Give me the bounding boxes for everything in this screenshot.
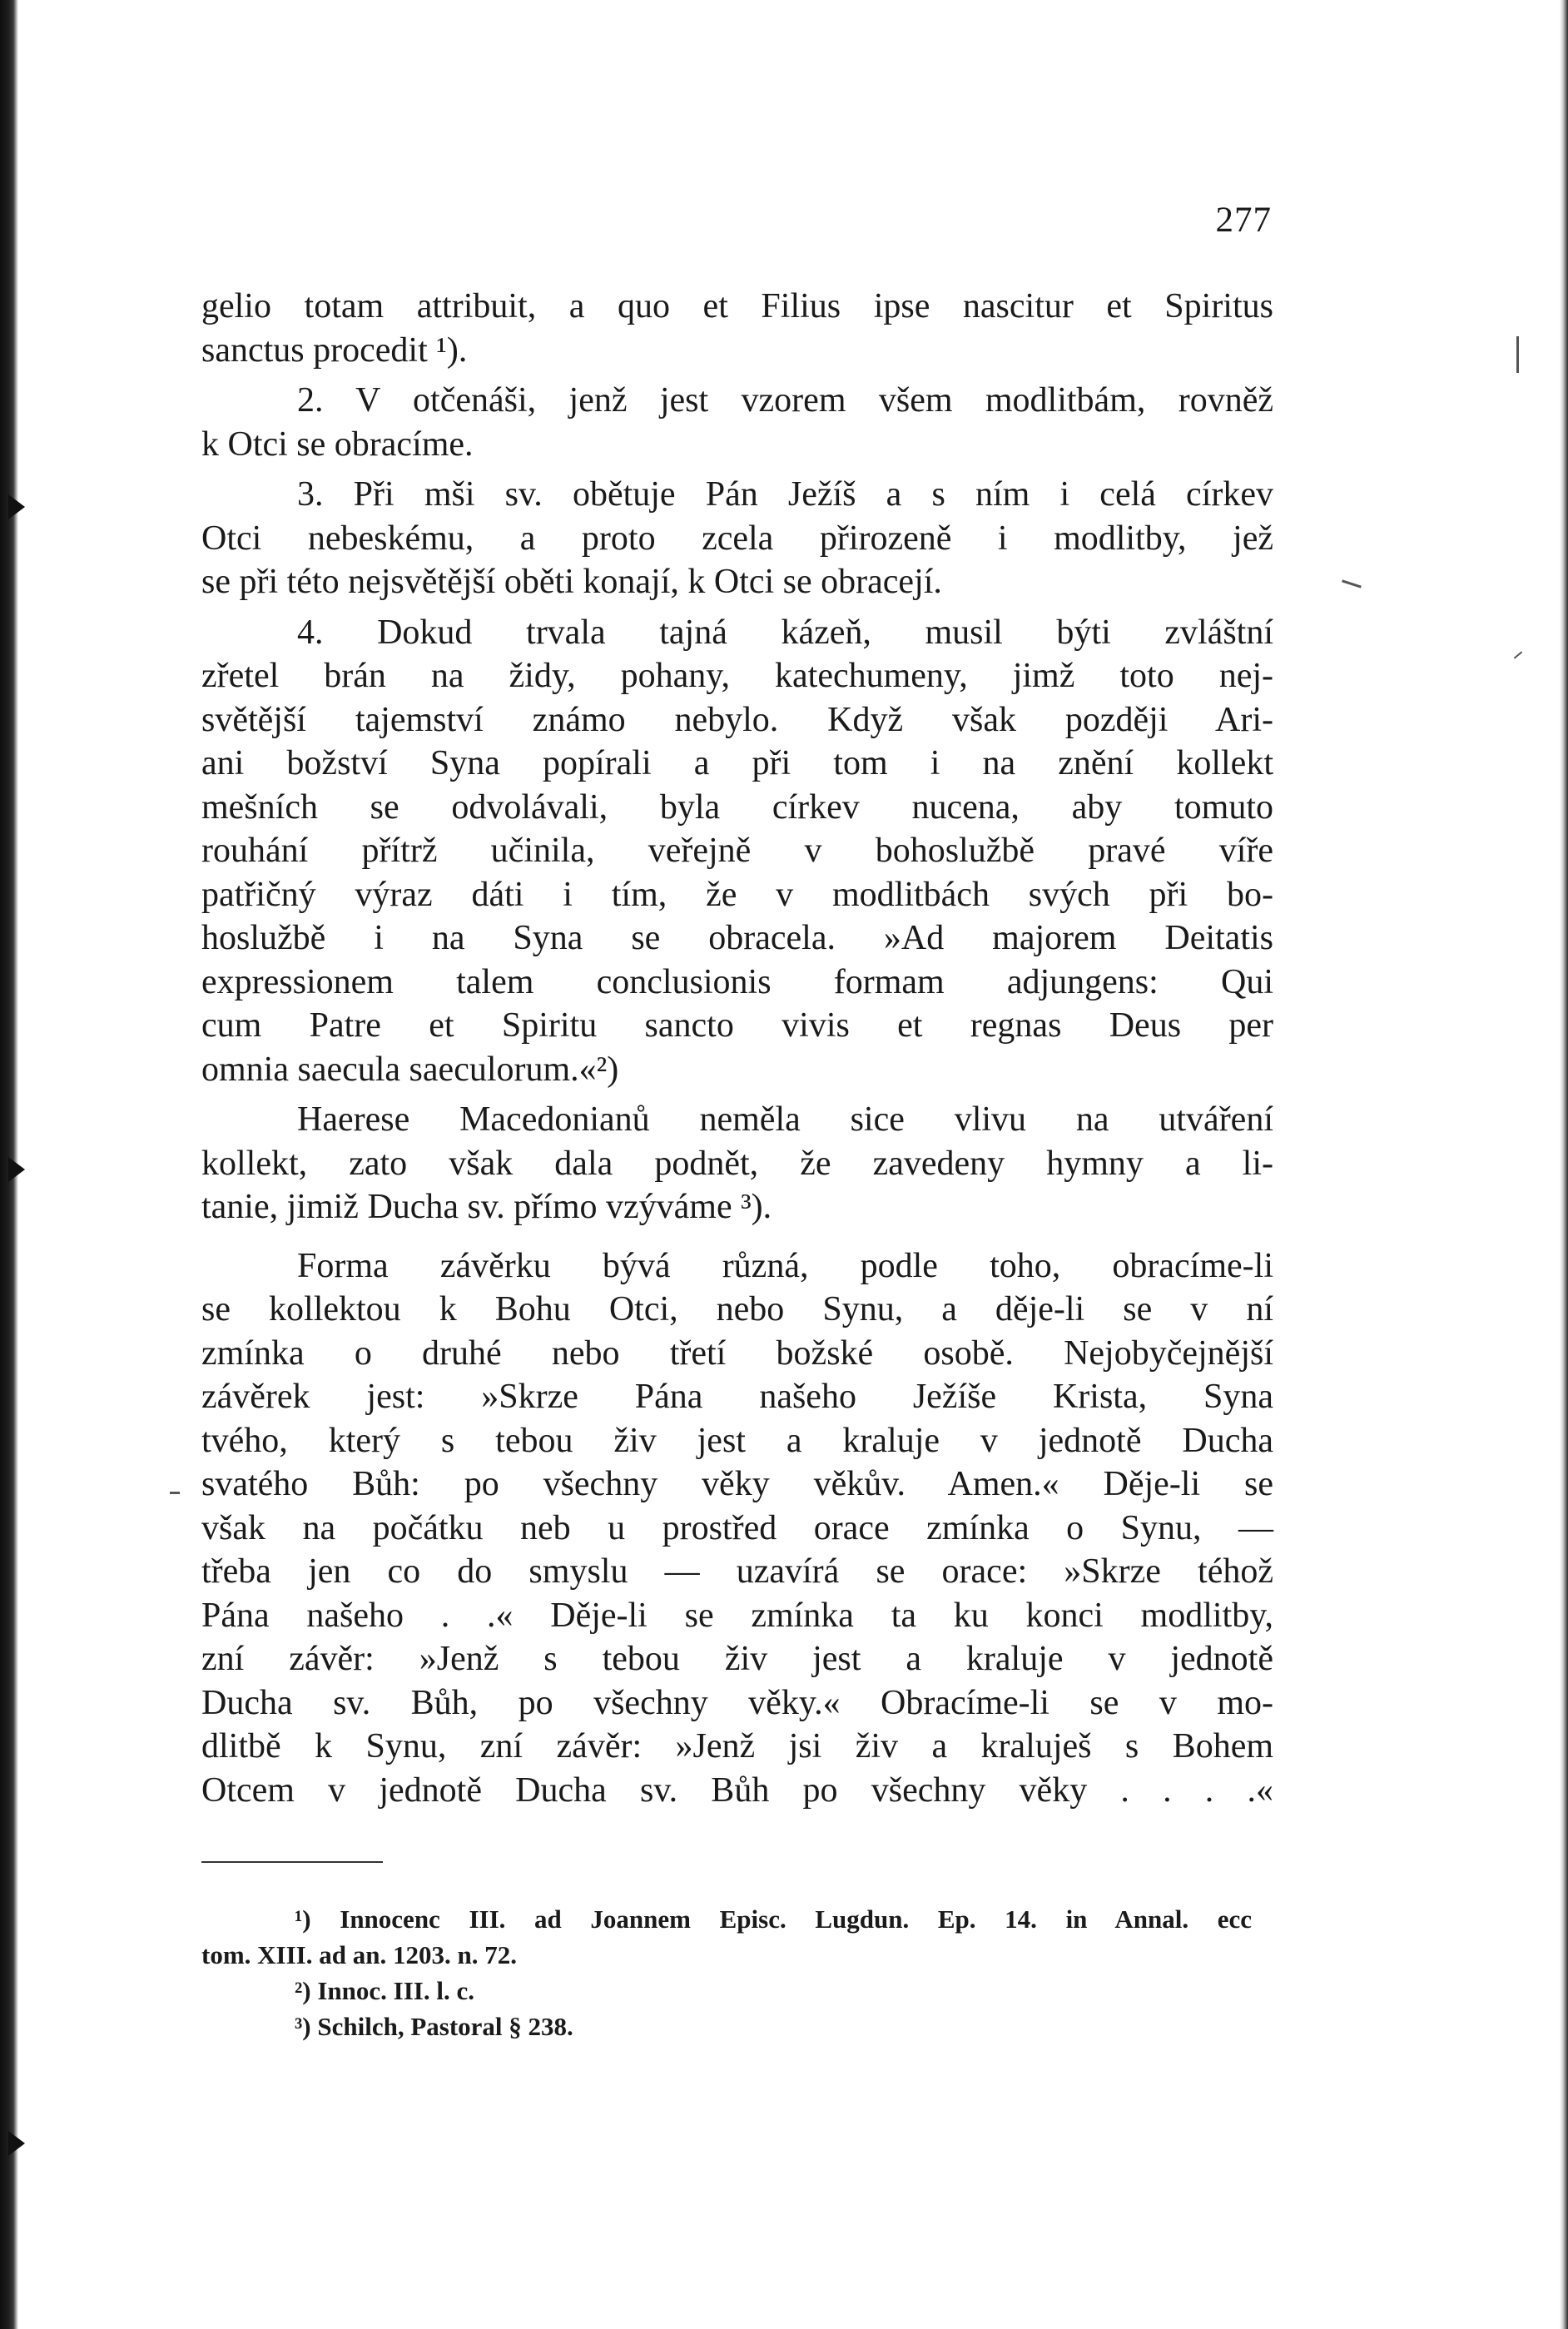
footnote-line: ³) Schilch, Pastoral § 238.: [295, 2012, 573, 2041]
text-line: se kollektou k Bohu Otci, nebo Synu, a děje-li se v ní: [201, 1290, 1273, 1328]
page-right-edge: [1560, 0, 1568, 2329]
footnote-line: ¹) Innocenc III. ad Joannem Episc. Lugdun. Ep. 14. in Annal. ecc: [295, 1904, 1252, 1934]
footnote-line: ²) Innoc. III. l. c.: [295, 1976, 474, 2005]
margin-mark: [1514, 651, 1522, 658]
footnote-line: tom. XIII. ad an. 1203. n. 72.: [201, 1940, 517, 1969]
page-number: 277: [1215, 201, 1272, 240]
margin-mark: [1342, 579, 1362, 588]
text-line: Otci nebeskému, a proto zcela přirozeně i modlitby, jež: [201, 519, 1273, 558]
text-line: však na počátku neb u prostřed orace zmínka o Synu, —: [201, 1508, 1273, 1547]
text-line: Pána našeho . .« Děje-li se zmínka ta ku konci modlitby,: [201, 1596, 1273, 1635]
text-line: 2. V otčenáši, jenž jest vzorem všem modlitbám, rovněž: [297, 381, 1273, 420]
text-line: sanctus procedit ¹).: [201, 330, 468, 370]
text-line: Haerese Macedonianů neměla sice vlivu na utváření: [297, 1100, 1273, 1139]
body-text: [201, 285, 1273, 1812]
footnotes: [201, 1901, 1252, 2044]
text-line: hoslužbě i na Syna se obracela. »Ad majorem Deitatis: [201, 919, 1273, 957]
text-line: rouhání přítrž učinila, veřejně v bohoslužbě pravé víře: [201, 832, 1273, 870]
text-line: zmínka o druhé nebo třetí božské osobě. Nejobyčejnější: [201, 1333, 1273, 1373]
text-line: se při této nejsvětější oběti konají, k Otci se obracejí.: [201, 563, 942, 601]
margin-mark: [1516, 336, 1519, 373]
text-line: k Otci se obracíme.: [201, 425, 474, 464]
text-line: Ducha sv. Bůh, po všechny věky.« Obracíme-li se v mo-: [201, 1683, 1273, 1722]
text-line: tanie, jimiž Ducha sv. přímo vzýváme ³).: [201, 1188, 772, 1226]
text-line: dlitbě k Synu, zní závěr: »Jenž jsi živ a kraluješ s Bohem: [201, 1727, 1273, 1765]
text-line: třeba jen co do smyslu — uzavírá se orace: »Skrze téhož: [201, 1552, 1273, 1591]
text-line: Otcem v jednotě Ducha sv. Bůh po všechny věky . . . .«: [201, 1770, 1273, 1810]
text-line: 3. Při mši sv. obětuje Pán Ježíš a s ním i celá církev: [297, 475, 1273, 514]
text-line: ani božství Syna popírali a při tom i na znění kollekt: [201, 744, 1273, 782]
text-line: omnia saecula saeculorum.«²): [201, 1050, 619, 1089]
text-line: závěrek jest: »Skrze Pána našeho Ježíše Krista, Syna: [201, 1378, 1273, 1416]
text-line: cum Patre et Spiritu sancto vivis et regnas Deus per: [201, 1006, 1273, 1045]
text-line: patřičný výraz dáti i tím, že v modlitbách svých při bo-: [201, 875, 1273, 914]
text-line: zřetel brán na židy, pohany, katechumeny, jimž toto nej-: [201, 657, 1273, 695]
text-line: světější tajemství známo nebylo. Když však později Ari-: [201, 700, 1273, 739]
margin-mark: [170, 1492, 180, 1494]
text-line: svatého Bůh: po všechny věky věkův. Amen.« Děje-li se: [201, 1465, 1273, 1503]
text-line: tvého, který s tebou živ jest a kraluje v jednotě Ducha: [201, 1421, 1273, 1460]
text-line: 4. Dokud trvala tajná kázeň, musil býti zvláštní: [297, 613, 1273, 652]
text-line: gelio totam attribuit, a quo et Filius ipse nascitur et Spiritus: [201, 287, 1273, 325]
text-line: kollekt, zato však dala podnět, že zavedeny hymny a li-: [201, 1144, 1273, 1183]
text-line: Forma závěrku bývá různá, podle toho, obracíme-li: [297, 1246, 1273, 1285]
text-line: mešních se odvolávali, byla církev nucena, aby tomuto: [201, 787, 1273, 827]
footnote-rule: [201, 1861, 383, 1863]
text-line: expressionem talem conclusionis formam adjungens: Qui: [201, 962, 1273, 1001]
text-line: zní závěr: »Jenž s tebou živ jest a kraluje v jednotě: [201, 1640, 1273, 1678]
